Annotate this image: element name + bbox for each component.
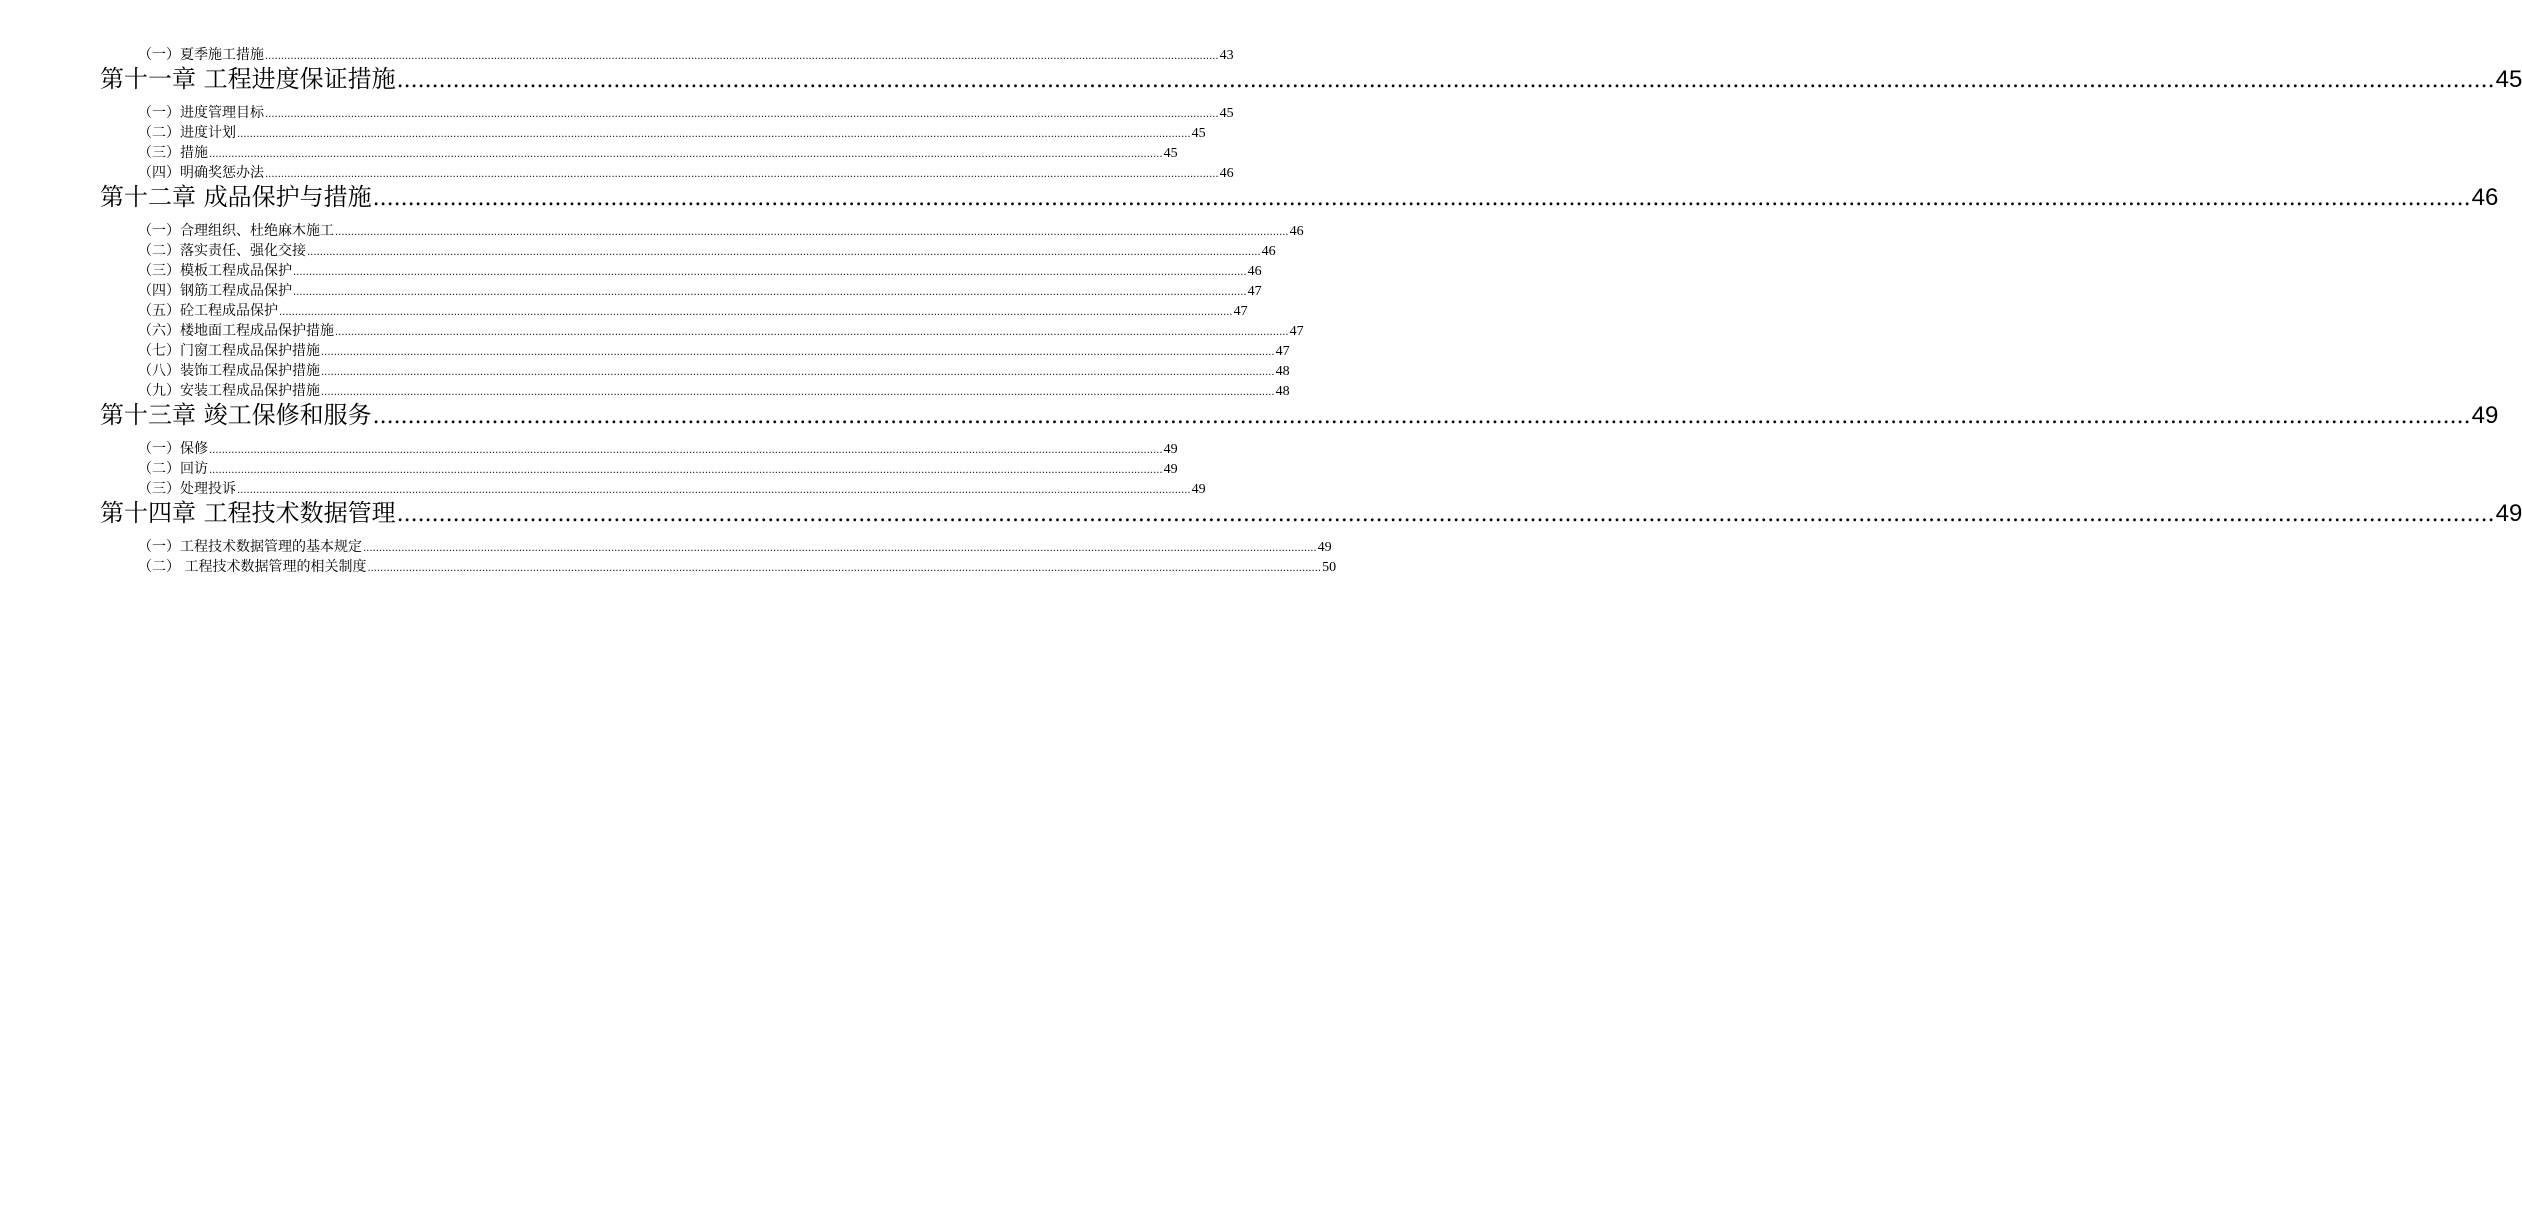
toc-entry-label: （三）模板工程成品保护 [138,263,292,279]
toc-dot-leader: ............................................................................................................................................................................................................................................................................................................ [367,563,1322,574]
toc-entry-label: （九）安装工程成品保护措施 [138,383,320,399]
toc-section-entry[interactable] [138,222,1304,240]
toc-entry-label: 第十四章 工程技术数据管理 [100,499,396,527]
toc-page-number: 48 [1275,384,1290,399]
toc-entry-label: （五）砼工程成品保护 [138,303,278,319]
toc-page-number: 49 [1191,482,1206,497]
toc-page-number: 49 [1163,442,1178,457]
toc-entry-label: （二）进度计划 [138,125,236,141]
toc-page-number: 49 [2495,500,2522,527]
toc-page-number: 49 [2471,402,2499,429]
toc-entry-label: （八）装饰工程成品保护措施 [138,363,320,379]
toc-dot-leader: ............................................................................................................................................................................................................................................................................................................ [293,287,1247,298]
toc-page-number: 45 [1191,126,1206,141]
toc-section-entry[interactable] [138,302,1248,320]
toc-page-number: 47 [1233,304,1248,319]
toc-section-entry[interactable] [138,242,1276,260]
toc-chapter-entry[interactable] [100,498,2522,528]
toc-page-number: 48 [1275,364,1290,379]
toc-dot-leader: ............................................................................................................................................................................................................................................................................................................ [237,129,1191,140]
toc-entry-label: （四）明确奖惩办法 [138,165,264,181]
toc-entry-label: （三）措施 [138,145,208,161]
toc-section-entry[interactable] [138,362,1290,380]
toc-section-entry[interactable] [138,480,1206,498]
toc-entry-label: （二）回访 [138,461,208,477]
toc-dot-leader: ............................................................................................................................................................................................................................................................................................................ [321,367,1275,378]
toc-section-entry[interactable] [138,382,1290,400]
toc-entry-label: （一）夏季施工措施 [138,47,264,63]
toc-section-entry[interactable] [138,282,1262,300]
toc-entry-label: 第十三章 竣工保修和服务 [100,401,372,429]
toc-section-entry[interactable] [138,440,1178,458]
toc-section-entry[interactable] [138,262,1262,280]
toc-page-number: 46 [1261,244,1276,259]
toc-page-number: 43 [1219,48,1234,63]
toc-entry-label: （四）钢筋工程成品保护 [138,283,292,299]
toc-dot-leader: ............................................................................................................................................................................................................................................................................................................ [307,247,1261,258]
toc-section-entry[interactable] [138,460,1178,478]
toc-dot-leader: ............................................................................................................................................................................................................................................................................................................ [209,149,1163,160]
toc-entry-label: （一）保修 [138,441,208,457]
toc-entry-label: （六）楼地面工程成品保护措施 [138,323,334,339]
toc-page-number: 45 [2495,66,2522,93]
toc-page-number: 49 [1163,462,1178,477]
toc-dot-leader: ............................................................................................................................................................................................................................................................................................................ [237,485,1191,496]
toc-page-number: 45 [1219,106,1234,121]
toc-dot-leader: ............................................................................................................................................................................................................................................................................................................ [335,227,1289,238]
toc-dot-leader: ............................................................................................................................................................................................................................................................................................................ [265,109,1219,120]
toc-dot-leader: ............................................................................................................................................................................................................................................................................................................ [321,387,1275,398]
toc-entry-label: （二）落实责任、强化交接 [138,243,306,259]
toc-entry-label: 第十二章 成品保护与措施 [100,183,372,211]
toc-dot-leader: ............................................................................................................................................................................................................................................................................................................ [335,327,1289,338]
toc-page-number: 46 [2471,184,2499,211]
toc-page-number: 46 [1247,264,1262,279]
toc-dot-leader: ............................................................................................................................................................................................................................................................................................................ [265,169,1219,180]
toc-entry-label: 第十一章 工程进度保证措施 [100,65,396,93]
toc-dot-leader: ............................................................................................................................................................................................................................................................................................................ [209,445,1163,456]
toc-chapter-entry[interactable] [100,64,2522,94]
toc-entry-label: （二） 工程技术数据管理的相关制度 [138,559,367,575]
toc-entry-label: （一）进度管理目标 [138,105,264,121]
toc-section-entry[interactable] [138,342,1290,360]
toc-page-number: 47 [1275,344,1290,359]
toc-section-entry[interactable] [138,164,1234,182]
toc-section-entry[interactable] [138,558,1337,576]
toc-dot-leader: ............................................................................................................................................................................................................................................................................................................ [209,465,1163,476]
toc-page-number: 47 [1289,324,1304,339]
toc-page-number: 47 [1247,284,1262,299]
toc-page-number: 49 [1317,540,1332,555]
toc-dot-leader: ............................................................................................................................................................................................................................................................................................................ [321,347,1275,358]
toc-entry-label: （七）门窗工程成品保护措施 [138,343,320,359]
toc-chapter-entry[interactable] [100,400,2499,430]
toc-entry-label: （一）工程技术数据管理的基本规定 [138,539,362,555]
toc-page-number: 46 [1219,166,1234,181]
toc-dot-leader: ............................................................................................................................................................................................................................................................................................................ [396,502,2495,527]
toc-chapter-entry[interactable] [100,182,2499,212]
toc-dot-leader: ............................................................................................................................................................................................................................................................................................................ [396,68,2495,93]
toc-entry-label: （三）处理投诉 [138,481,236,497]
toc-section-entry[interactable] [138,104,1234,122]
toc-dot-leader: ............................................................................................................................................................................................................................................................................................................ [293,267,1247,278]
toc-dot-leader: ............................................................................................................................................................................................................................................................................................................ [372,186,2471,211]
toc-section-entry[interactable] [138,124,1206,142]
toc-section-entry[interactable] [138,46,1234,64]
toc-dot-leader: ............................................................................................................................................................................................................................................................................................................ [372,404,2471,429]
toc-page-number: 46 [1289,224,1304,239]
toc-dot-leader: ............................................................................................................................................................................................................................................................................................................ [265,51,1219,62]
toc-page-number: 50 [1322,560,1337,575]
toc-entry-label: （一）合理组织、杜绝麻木施工 [138,223,334,239]
toc-dot-leader: ............................................................................................................................................................................................................................................................................................................ [279,307,1233,318]
toc-section-entry[interactable] [138,144,1178,162]
toc-dot-leader: ............................................................................................................................................................................................................................................................................................................ [363,543,1317,554]
toc-page-number: 45 [1163,146,1178,161]
toc-section-entry[interactable] [138,538,1332,556]
toc-section-entry[interactable] [138,322,1304,340]
